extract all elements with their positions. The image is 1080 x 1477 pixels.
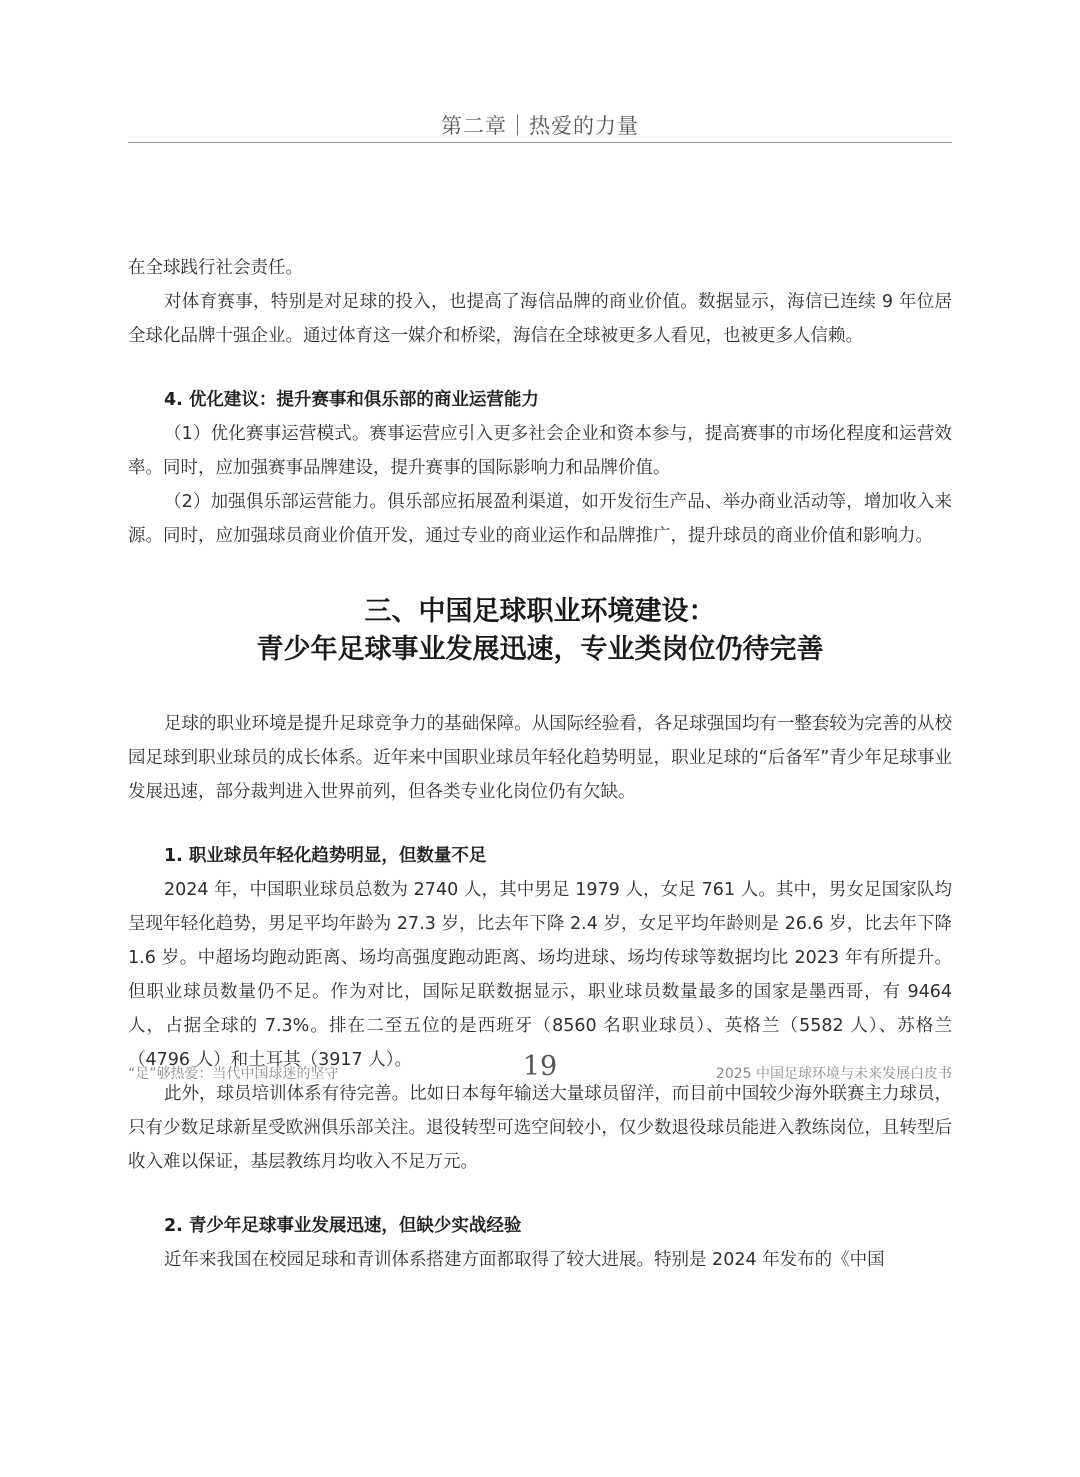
paragraph-training-system: 此外，球员培训体系有待完善。比如日本每年输送大量球员留洋，而目前中国较少海外联赛主力球员，只有少数足球新星受欧洲俱乐部关注。退役转型可选空间较小，仅少数退役球员能进入教练岗位，且转型后收入难以保证，基层教练月均收入不足万元。 — [128, 1084, 952, 1172]
page-body — [128, 251, 952, 1277]
section-title-line-2: 青少年足球事业发展迅速，专业类岗位仍待完善 — [256, 634, 824, 665]
paragraph-section-intro: 足球的职业环境是提升足球竞争力的基础保障。从国际经验看，各足球强国均有一整套较为完善的从校园足球到职业球员的成长体系。近年来中国职业球员年轻化趋势明显，职业足球的“后备军”青少年足球事业发展迅速，部分裁判进入世界前列，但各类专业化岗位仍有欠缺。 — [128, 714, 952, 802]
heading-player-youth-trend: 1. 职业球员年轻化趋势明显，但数量不足 — [164, 846, 487, 866]
footer-book-title: “足”够热爱：当代中国球迷的坚守 — [128, 1066, 339, 1082]
running-head-title: 第二章｜热爱的力量 — [441, 114, 639, 138]
paragraph-youth-football: 近年来我国在校园足球和青训体系搭建方面都取得了较大进展。特别是 2024 年发布的《中国 — [164, 1250, 885, 1270]
paragraph-social-responsibility: 在全球践行社会责任。 — [128, 258, 303, 278]
heading-optimization-suggestions: 4. 优化建议：提升赛事和俱乐部的商业运营能力 — [164, 390, 539, 410]
section-title-line-1: 三、中国足球职业环境建设： — [364, 596, 716, 627]
spacer — [128, 553, 952, 593]
paragraph-player-statistics: 2024 年，中国职业球员总数为 2740 人，其中男足 1979 人，女足 761 人。其中，男女足国家队均呈现年轻化趋势，男足平均年龄为 27.3 岁，比去年下降 2.4 岁，女足平均年龄则是 26.6 岁，比去年下降 1.6 岁。中超场均跑动距离、场均高强度跑动距离、场均进球、场均传球等数据均比 2023 年有所提升。但职业球员数量仍不足。作为对比，国际足联数据显示，职业球员数量最多的国家是墨西哥，有 9464 人，占据全球的 7.3%。排在二至五位的是西班牙（8560 名职业球员）、英格兰（5582 人）、苏格兰（4796 人）和土耳其（3917 人）。 — [128, 880, 952, 1070]
paragraph-optimization-1: （1）优化赛事运营模式。赛事运营应引入更多社会企业和资本参与，提高赛事的市场化程度和运营效率。同时，应加强赛事品牌建设，提升赛事的国际影响力和品牌价值。 — [128, 424, 952, 478]
paragraph-optimization-2: （2）加强俱乐部运营能力。俱乐部应拓展盈利渠道，如开发衍生产品、举办商业活动等，增加收入来源。同时，应加强球员商业价值开发，通过专业的商业运作和品牌推广，提升球员的商业价值和影响力。 — [128, 492, 952, 546]
header-divider — [128, 142, 952, 143]
spacer — [128, 1179, 952, 1209]
footer-report-title: 2025 中国足球环境与未来发展白皮书 — [715, 1066, 952, 1082]
page-number: 19 — [522, 1051, 558, 1082]
spacer — [128, 809, 952, 839]
spacer — [128, 353, 952, 383]
heading-youth-football: 2. 青少年足球事业发展迅速，但缺少实战经验 — [164, 1216, 522, 1236]
paragraph-brand-value: 对体育赛事，特别是对足球的投入，也提高了海信品牌的商业价值。数据显示，海信已连续 9 年位居全球化品牌十强企业。通过体育这一媒介和桥梁，海信在全球被更多人看见，也被更多人信赖。 — [128, 292, 952, 346]
spacer — [128, 669, 952, 707]
